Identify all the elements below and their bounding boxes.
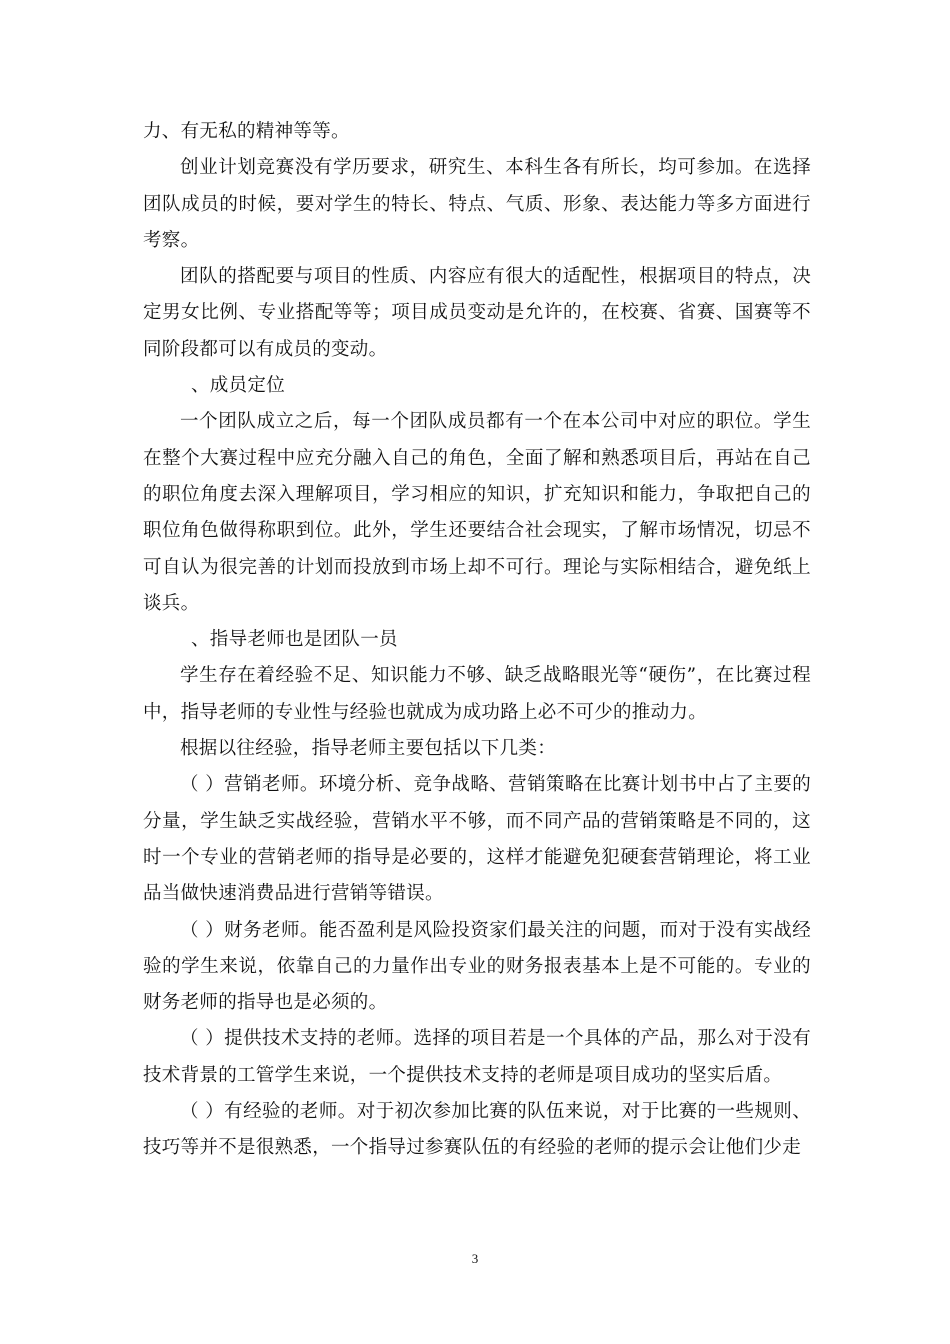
list-item-tech-teacher: （ ）提供技术支持的老师。选择的项目若是一个具体的产品，那么对于没有技术背景的工管学生来说，一个提供技术支持的老师是项目成功的坚实后盾。: [143, 1028, 811, 1086]
list-item-experienced-teacher: （ ）有经验的老师。对于初次参加比赛的队伍来说，对于比赛的一些规则、技巧等并不是很熟悉，一个指导过参赛队伍的有经验的老师的提示会让他们少走: [143, 1101, 811, 1159]
paragraph-team-matching: 团队的搭配要与项目的性质、内容应有很大的适配性，根据项目的特点，决定男女比例、专业搭配等等；项目成员变动是允许的，在校赛、省赛、国赛等不同阶段都可以有成员的变动。: [143, 266, 811, 360]
page-number: 3: [471, 1251, 479, 1266]
paragraph-member-positioning: 一个团队成立之后，每一个团队成员都有一个在本公司中对应的职位。学生在整个大赛过程中应充分融入自己的角色，全面了解和熟悉项目后，再站在自己的职位角度去深入理解项目，学习相应的知识，扩充知识和能力，争取把自己的职位角色做得称职到位。此外，学生还要结合社会现实，了解市场情况，切忌不可自认为很完善的计划而投放到市场上却不可行。理论与实际相结合，避免纸上谈兵。: [143, 411, 811, 614]
list-item-marketing-teacher: （ ）营销老师。环境分析、竞争战略、营销策略在比赛计划书中占了主要的分量，学生缺乏实战经验，营销水平不够，而不同产品的营销策略是不同的，这时一个专业的营销老师的指导是必要的，这样才能避免犯硬套营销理论，将工业品当做快速消费品进行营销等错误。: [143, 774, 811, 905]
body-text: [143, 114, 811, 1167]
paragraph-advisor-types-intro: 根据以往经验，指导老师主要包括以下几类：: [180, 738, 557, 760]
paragraph-advisor-importance: 学生存在着经验不足、知识能力不够、缺乏战略眼光等“硬伤”，在比赛过程中，指导老师的专业性与经验也就成为成功路上必不可少的推动力。: [143, 665, 811, 723]
list-item-finance-teacher: （ ）财务老师。能否盈利是风险投资家们最关注的问题，而对于没有实战经验的学生来说，依靠自己的力量作出专业的财务报表基本上是不可能的。专业的财务老师的指导也是必须的。: [143, 919, 811, 1014]
section-heading-member-positioning: 、成员定位: [191, 375, 286, 397]
paragraph-competition-requirements: 创业计划竞赛没有学历要求，研究生、本科生各有所长，均可参加。在选择团队成员的时候，要对学生的特长、特点、气质、形象、表达能力等多方面进行考察。: [143, 157, 811, 251]
section-heading-advisor: 、指导老师也是团队一员: [191, 629, 398, 651]
paragraph-continuation: 力、有无私的精神等等。: [143, 121, 350, 142]
